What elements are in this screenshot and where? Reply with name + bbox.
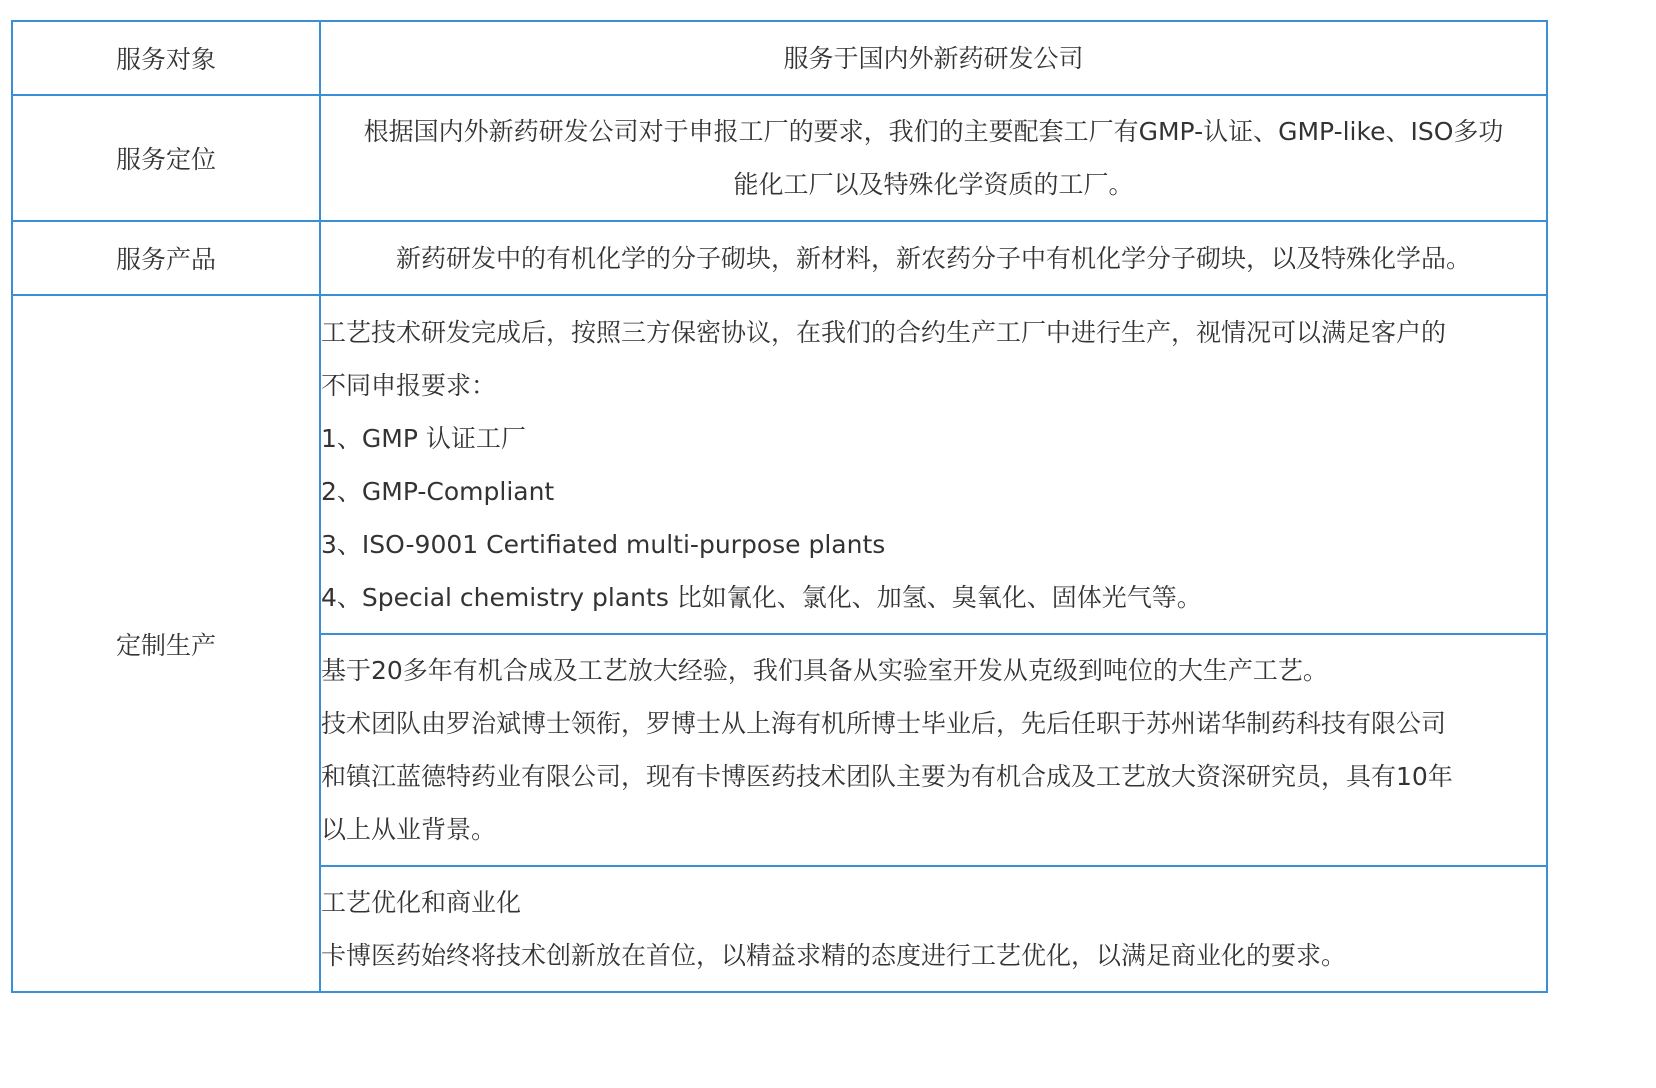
custom-block-3 <box>320 866 1547 992</box>
custom3-line-2: 卡博医药始终将技术创新放在首位，以精益求精的态度进行工艺优化，以满足商业化的要求。 <box>321 941 1347 970</box>
custom2-line-2: 技术团队由罗治斌博士领衔，罗博士从上海有机所博士毕业后，先后任职于苏州诺华制药科技有限公司 <box>321 709 1447 738</box>
label-custom: 定制生产 <box>12 295 320 992</box>
label-position: 服务定位 <box>12 95 320 221</box>
table-row-product <box>12 221 1547 295</box>
service-page <box>11 20 1548 993</box>
custom3-line-1: 工艺优化和商业化 <box>321 888 522 917</box>
value-position <box>320 95 1547 221</box>
custom1-line-1: 工艺技术研发完成后，按照三方保密协议，在我们的合约生产工厂中进行生产，视情况可以满足客户的 <box>321 317 1447 347</box>
table-row-position <box>12 95 1547 221</box>
custom2-line-3: 和镇江蓝德特药业有限公司，现有卡博医药技术团队主要为有机合成及工艺放大资深研究员，具有10年 <box>321 762 1453 791</box>
table-row-target <box>12 21 1547 95</box>
custom-block-1 <box>320 295 1547 634</box>
custom1-line-6: 4、Special chemistry plants 比如氰化、氯化、加氢、臭氧化、固体光气等。 <box>321 582 1202 612</box>
service-table <box>11 20 1548 993</box>
value-product: 新药研发中的有机化学的分子砌块，新材料，新农药分子中有机化学分子砌块，以及特殊化学品。 <box>320 221 1547 295</box>
custom1-line-4: 2、GMP-Compliant <box>321 476 555 506</box>
position-line-1: 根据国内外新药研发公司对于申报工厂的要求，我们的主要配套工厂有GMP-认证、GMP-like、ISO多功 <box>363 117 1504 146</box>
label-product: 服务产品 <box>12 221 320 295</box>
label-target: 服务对象 <box>12 21 320 95</box>
custom-block-2 <box>320 634 1547 866</box>
custom1-line-2: 不同申报要求： <box>321 370 497 400</box>
position-line-2: 能化工厂以及特殊化学资质的工厂。 <box>733 170 1134 199</box>
value-target: 服务于国内外新药研发公司 <box>320 21 1547 95</box>
custom1-line-3: 1、GMP 认证工厂 <box>321 423 526 453</box>
custom2-line-1: 基于20多年有机合成及工艺放大经验，我们具备从实验室开发从克级到吨位的大生产工艺。 <box>321 656 1328 685</box>
custom1-line-5: 3、ISO-9001 Certifiated multi-purpose plants <box>321 529 886 559</box>
table-row-custom-manufacturing <box>12 295 1547 634</box>
custom2-line-4: 以上从业背景。 <box>321 815 497 844</box>
